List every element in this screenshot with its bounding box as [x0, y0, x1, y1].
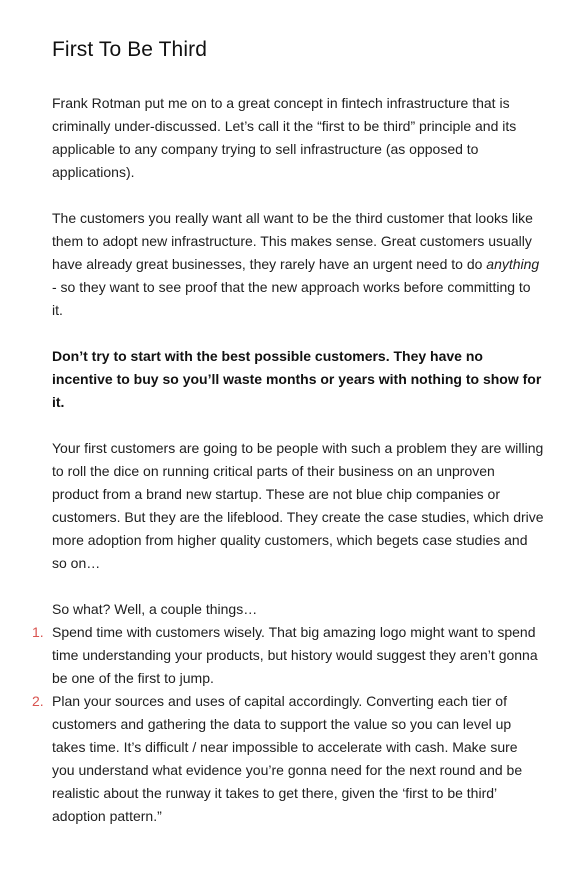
list-item — [32, 621, 544, 690]
numbered-list — [32, 621, 544, 828]
paragraph-key-takeaway: Don’t try to start with the best possible customers. They have no incentive to buy so you’ll waste months or years with nothing to show for it. — [52, 348, 542, 410]
paragraph-customers — [52, 207, 544, 322]
article-title: First To Be Third — [52, 38, 207, 61]
list-item-text: Spend time with customers wisely. That big amazing logo might want to spend time understanding your products, but history would suggest they aren’t gonna be one of the first to jump. — [52, 624, 538, 686]
paragraph-intro: Frank Rotman put me on to a great concept in fintech infrastructure that is criminally under-discussed. Let’s call it the “first to be third” principle and its applicable to any company trying to sell infrastructure (as opposed to applications). — [52, 95, 517, 180]
paragraph-customers-text-a: The customers you really want all want to be the third customer that looks like them to adopt new infrastructure. This makes sense. Great customers usually have already great businesses, they rarely have an urgent need to do — [52, 210, 533, 272]
list-item — [32, 690, 544, 828]
list-lead: So what? Well, a couple things… — [52, 601, 258, 617]
list-item-text: Plan your sources and uses of capital accordingly. Converting each tier of customers and gathering the data to support the value so you can level up takes time. It’s difficult / near impossible to accelerate with cash. Make sure you understand what evidence you’re gonna need for the next round and be realistic about the runway it takes to get there, given the ‘first to be third’ adoption pattern.” — [52, 693, 523, 824]
paragraph-customers-text-b: - so they want to see proof that the new approach works before committing to it. — [52, 279, 531, 318]
list-item-number: 2. — [32, 693, 44, 709]
emphasis-anything: anything — [486, 256, 540, 272]
list-item-number: 1. — [32, 624, 44, 640]
paragraph-first-customers: Your first customers are going to be people with such a problem they are willing to roll the dice on running critical parts of their business on an unproven product from a brand new startup. These are not blue chip companies or customers. But they are the lifeblood. They create the case studies, which drive more adoption from higher quality customers, which begets case studies and so on… — [52, 440, 544, 571]
